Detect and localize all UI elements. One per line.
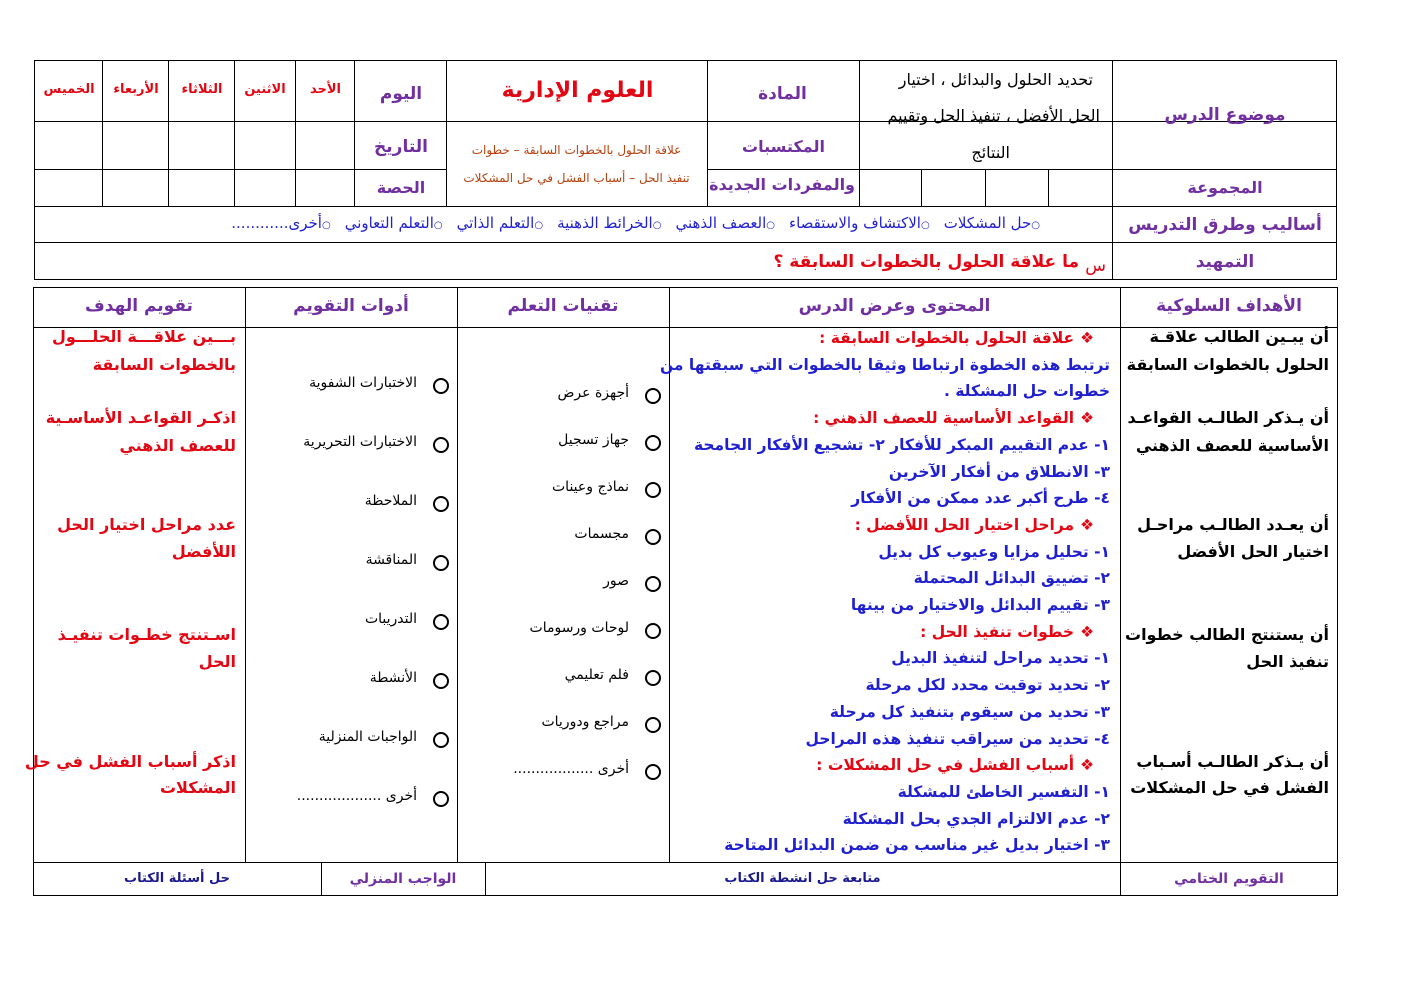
content-line: ٣- تقييم البدائل والاختيار من بينها bbox=[850, 596, 1110, 614]
objective-4-line-2: تنفيذ الحل bbox=[1246, 652, 1329, 671]
method-item bbox=[675, 214, 775, 232]
method-label: التعلم التعاوني bbox=[344, 214, 434, 232]
content-line: ٢- تضييق البدائل المحتملة bbox=[913, 569, 1110, 588]
group-label: المجموعة bbox=[1187, 178, 1263, 197]
bullet-icon: ❖ bbox=[1080, 622, 1094, 641]
technique-checkbox[interactable] bbox=[645, 576, 661, 592]
evaluation-1-line-1: بـــين علاقـــة الحلـــول bbox=[51, 327, 236, 346]
final-eval-value: متابعة حل انشطة الكتاب bbox=[724, 871, 881, 886]
bullet-icon: ❖ bbox=[1080, 329, 1094, 347]
content-line: ٤- تحديد من سيراقب تنفيذ هذه المراحل bbox=[805, 729, 1110, 748]
method-bullet: ○ bbox=[652, 220, 662, 231]
content-heading-text: أسباب الفشل في حل المشكلات : bbox=[816, 756, 1075, 775]
vocab-value-1: علاقة الحلول بالخطوات السابقة – خطوات bbox=[471, 143, 682, 157]
tools-list bbox=[247, 327, 455, 861]
tool-checkbox[interactable] bbox=[433, 732, 449, 748]
lesson-topic-line-3: النتائج bbox=[971, 143, 1010, 162]
vocab-label-1: المكتسبات bbox=[742, 137, 825, 156]
intro-label: التمهيد bbox=[1195, 252, 1255, 272]
col-header-content: المحتوى وعرض الدرس bbox=[798, 296, 991, 316]
method-bullet: ○ bbox=[766, 220, 776, 231]
bullet-icon: ❖ bbox=[1080, 515, 1094, 534]
col-header-tools: أدوات التقويم bbox=[293, 296, 409, 316]
objective-3-line-2: اختيار الحل الأفضل bbox=[1177, 542, 1329, 561]
tool-checkbox[interactable] bbox=[433, 555, 449, 571]
content-line: ١- تحديد مراحل لتنفيذ البديل bbox=[891, 649, 1110, 668]
tool-label: الواجبات المنزلية bbox=[318, 729, 417, 745]
method-label: التعلم الذاتي bbox=[456, 214, 535, 232]
day-label: اليوم bbox=[379, 84, 423, 104]
subject-label: المادة bbox=[758, 84, 807, 104]
lesson-content bbox=[659, 327, 1114, 861]
method-label: أخرى............ bbox=[231, 214, 322, 232]
method-item bbox=[345, 214, 443, 232]
method-bullet: ○ bbox=[321, 220, 331, 231]
tool-checkbox[interactable] bbox=[433, 496, 449, 512]
technique-label: مجسمات bbox=[574, 526, 629, 542]
content-line: ١- عدم التقييم المبكر للأفكار ٢- تشجيع الأفكار الجامحة bbox=[693, 435, 1110, 454]
method-bullet: ○ bbox=[433, 220, 443, 231]
vocab-label-2: والمفردات الجديدة bbox=[709, 175, 855, 194]
date-label: التاريخ bbox=[374, 137, 428, 157]
technique-checkbox[interactable] bbox=[645, 388, 661, 404]
period-label: الحصة bbox=[376, 178, 426, 197]
bullet-icon: ❖ bbox=[1080, 756, 1094, 775]
content-line: ٤- طرح أكبر عدد ممكن من الأفكار bbox=[851, 489, 1110, 508]
tool-label: أخرى ................... bbox=[296, 788, 417, 804]
col-header-evaluation: تقويم الهدف bbox=[85, 296, 193, 316]
technique-checkbox[interactable] bbox=[645, 529, 661, 545]
method-item bbox=[557, 214, 661, 232]
tool-label: الأنشطة bbox=[369, 670, 417, 686]
method-bullet: ○ bbox=[920, 220, 930, 231]
evaluation-5-line-1: اذكر أسباب الفشل في حل bbox=[24, 752, 236, 771]
content-heading bbox=[920, 623, 1094, 641]
content-heading-text: علاقة الحلول بالخطوات السابقة : bbox=[819, 329, 1075, 347]
method-label: العصف الذهني bbox=[675, 214, 767, 232]
technique-checkbox[interactable] bbox=[645, 482, 661, 498]
col-header-techniques: تقنيات التعلم bbox=[507, 296, 619, 316]
method-label: حل المشكلات bbox=[943, 214, 1032, 232]
evaluation-2-line-2: للعصف الذهني bbox=[119, 436, 236, 455]
tool-label: الاختبارات الشفوية bbox=[309, 375, 417, 391]
objective-4-line-1: أن يستنتج الطالب خطوات bbox=[1124, 625, 1329, 644]
method-item bbox=[457, 214, 543, 232]
evaluation-4-line-1: اسـتنتج خطـوات تنفيـذ bbox=[57, 625, 236, 644]
technique-checkbox[interactable] bbox=[645, 623, 661, 639]
technique-label: نماذج وعينات bbox=[552, 479, 629, 495]
lesson-topic-line-1: تحديد الحلول والبدائل ، اختيار bbox=[898, 70, 1093, 89]
evaluation-4-line-2: الحل bbox=[198, 652, 236, 671]
technique-label: جهاز تسجيل bbox=[558, 432, 629, 448]
method-item bbox=[231, 214, 330, 232]
evaluation-1-line-2: بالخطوات السابقة bbox=[92, 355, 236, 374]
technique-label: فلم تعليمي bbox=[564, 667, 629, 683]
objective-5-line-2: الفشل في حل المشكلات bbox=[1130, 778, 1329, 797]
day-sun: الأحد bbox=[309, 82, 341, 97]
tool-checkbox[interactable] bbox=[433, 378, 449, 394]
content-line: ١- التفسير الخاطئ للمشكلة bbox=[897, 782, 1110, 801]
day-wed: الأربعاء bbox=[113, 82, 159, 97]
tool-label: الملاحظة bbox=[364, 493, 417, 509]
tool-label: المناقشة bbox=[365, 552, 417, 568]
day-mon: الاثنين bbox=[244, 82, 286, 97]
method-item bbox=[944, 214, 1040, 232]
content-line: ٢- عدم الالتزام الجدي بحل المشكلة bbox=[842, 809, 1110, 828]
method-bullet: ○ bbox=[1031, 220, 1040, 231]
technique-checkbox[interactable] bbox=[645, 435, 661, 451]
content-heading bbox=[819, 329, 1094, 347]
content-heading-text: خطوات تنفيذ الحل : bbox=[920, 622, 1075, 641]
col-header-objectives: الأهداف السلوكية bbox=[1156, 296, 1302, 316]
lesson-topic-line-2: الحل الأفضل ، تنفيذ الحل وتقييم bbox=[887, 106, 1100, 125]
content-heading bbox=[816, 756, 1094, 774]
tool-label: التدريبات bbox=[364, 611, 417, 627]
lesson-topic-label: موضوع الدرس bbox=[1164, 105, 1286, 125]
technique-label: صور bbox=[603, 573, 629, 589]
methods-list bbox=[110, 214, 1040, 236]
objective-1-line-1: أن يبـين الطالب علاقـة bbox=[1149, 327, 1329, 346]
content-line: ٢- تحديد توقيت محدد لكل مرحلة bbox=[865, 676, 1110, 695]
tool-checkbox[interactable] bbox=[433, 791, 449, 807]
technique-checkbox[interactable] bbox=[645, 717, 661, 733]
method-label: الخرائط الذهنية bbox=[557, 214, 653, 232]
method-bullet: ○ bbox=[534, 220, 544, 231]
objective-1-line-2: الحلول بالخطوات السابقة bbox=[1126, 355, 1329, 374]
content-line: خطوات حل المشكلة . bbox=[944, 382, 1110, 401]
intro-question: ما علاقة الحلول بالخطوات السابقة ؟ bbox=[773, 252, 1079, 272]
content-line: ترتبط هذه الخطوة ارتباطا وثيقا بالخطوات التي سبقتها من bbox=[659, 355, 1110, 374]
content-heading bbox=[813, 409, 1094, 427]
vocab-value-2: تنفيذ الحل – أسباب الفشل في حل المشكلات bbox=[463, 171, 690, 185]
technique-checkbox[interactable] bbox=[645, 670, 661, 686]
objective-2-line-1: أن يـذكر الطالـب القواعـد bbox=[1127, 408, 1329, 427]
content-line: ٣- اختيار بديل غير مناسب من ضمن البدائل المتاحة bbox=[724, 836, 1110, 855]
evaluation-3-line-1: عدد مراحل اختيار الحل bbox=[57, 515, 236, 534]
technique-label: لوحات ورسومات bbox=[529, 620, 629, 636]
homework-label: الواجب المنزلي bbox=[349, 871, 457, 887]
final-eval-label: التقويم الختامي bbox=[1174, 871, 1284, 887]
objective-2-line-2: الأساسية للعصف الذهني bbox=[1135, 436, 1329, 455]
content-line: ٣- تحديد من سيقوم بتنفيذ كل مرحلة bbox=[829, 702, 1110, 721]
technique-label: مراجع ودوريات bbox=[541, 714, 629, 730]
technique-label: أخرى .................. bbox=[513, 761, 629, 777]
objective-5-line-1: أن يـذكر الطالـب أسـباب bbox=[1136, 752, 1329, 771]
tool-checkbox[interactable] bbox=[433, 673, 449, 689]
tool-checkbox[interactable] bbox=[433, 437, 449, 453]
evaluation-5-line-2: المشكلات bbox=[159, 778, 236, 797]
objective-3-line-1: أن يعـدد الطالـب مراحـل bbox=[1137, 515, 1329, 534]
content-heading bbox=[855, 516, 1094, 534]
technique-label: أجهزة عرض bbox=[557, 385, 629, 401]
evaluation-2-line-1: اذكـر القواعـد الأساسـية bbox=[45, 408, 236, 427]
methods-label: أساليب وطرق التدريس bbox=[1128, 215, 1322, 235]
content-heading-text: مراحل اختيار الحل اللأفضل : bbox=[854, 515, 1075, 534]
day-thu: الخميس bbox=[43, 82, 95, 97]
intro-question-mark: س bbox=[1085, 256, 1106, 276]
techniques-list bbox=[459, 327, 667, 861]
content-line: ١- تحليل مزايا وعيوب كل بديل bbox=[878, 542, 1110, 561]
content-line: ٣- الانطلاق من أفكار الآخرين bbox=[888, 462, 1110, 481]
tool-label: الاختبارات التحريرية bbox=[303, 434, 417, 450]
day-tue: الثلاثاء bbox=[181, 82, 223, 97]
tool-checkbox[interactable] bbox=[433, 614, 449, 630]
content-heading-text: القواعد الأساسية للعصف الذهني : bbox=[813, 409, 1075, 428]
method-label: الاكتشاف والاستقصاء bbox=[789, 214, 921, 232]
bullet-icon: ❖ bbox=[1080, 409, 1094, 428]
homework-value: حل أسئلة الكتاب bbox=[124, 871, 230, 886]
subject-value: العلوم الإدارية bbox=[501, 78, 654, 103]
evaluation-3-line-2: اللأفضل bbox=[171, 542, 236, 561]
technique-checkbox[interactable] bbox=[645, 764, 661, 780]
method-item bbox=[789, 214, 930, 232]
